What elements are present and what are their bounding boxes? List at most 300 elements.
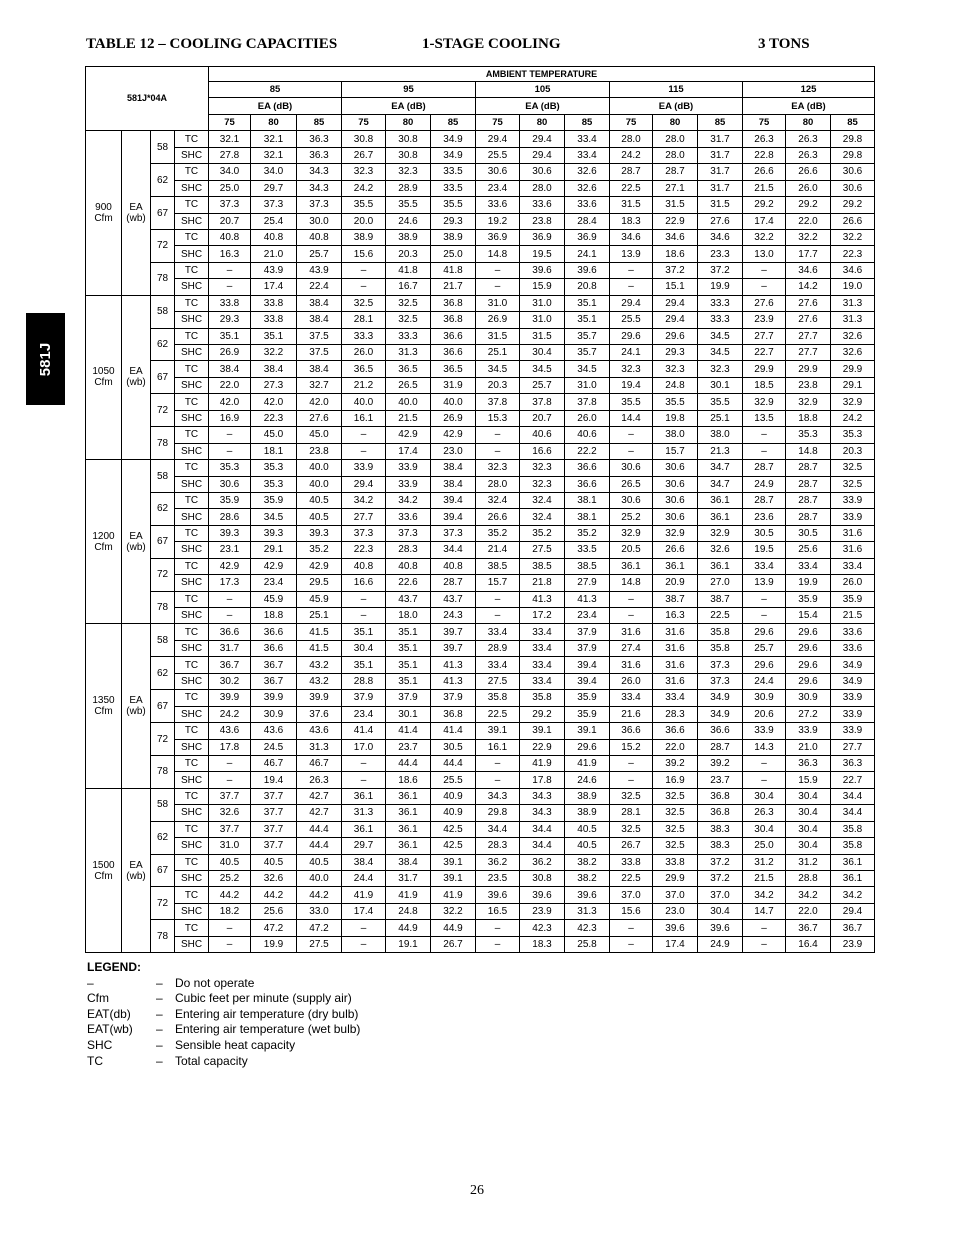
value-cell: 37.8 (565, 394, 610, 410)
table-row (86, 871, 875, 887)
value-cell: 29.1 (831, 377, 875, 393)
table-row (86, 936, 875, 952)
value-cell: 28.7 (786, 509, 831, 525)
value-cell: 30.6 (476, 164, 520, 180)
value-cell: 38.1 (565, 492, 610, 508)
value-cell: 42.9 (431, 427, 476, 443)
ewb-cell: 58 (151, 624, 175, 657)
value-cell: 29.8 (831, 147, 875, 163)
value-cell: 36.9 (520, 229, 565, 245)
table-row (86, 690, 875, 706)
value-cell: 38.1 (565, 509, 610, 525)
tc-label-cell: TC (175, 525, 209, 541)
value-cell: 17.8 (209, 739, 251, 755)
value-cell: 38.4 (297, 295, 342, 311)
value-cell: 23.9 (831, 936, 875, 952)
value-cell: 16.6 (520, 443, 565, 459)
value-cell: – (743, 591, 786, 607)
edb-value: 80 (786, 114, 831, 130)
table-row (86, 246, 875, 262)
value-cell: 18.8 (251, 608, 297, 624)
value-cell: 20.0 (342, 213, 386, 229)
value-cell: 36.7 (786, 920, 831, 936)
value-cell: 26.9 (209, 345, 251, 361)
tc-label-cell: TC (175, 197, 209, 213)
value-cell: 41.9 (342, 887, 386, 903)
legend-dash: – (156, 975, 163, 990)
ea-wb-cell: EA (wb) (122, 460, 151, 624)
value-cell: 31.0 (520, 295, 565, 311)
value-cell: 17.4 (743, 213, 786, 229)
value-cell: 32.9 (786, 394, 831, 410)
value-cell: 19.5 (743, 542, 786, 558)
ambient-label: AMBIENT TEMPERATURE (209, 67, 875, 82)
value-cell: 37.7 (251, 805, 297, 821)
value-cell: 27.7 (786, 345, 831, 361)
side-tab-label: 581J (37, 342, 54, 376)
value-cell: 37.3 (251, 197, 297, 213)
value-cell: 17.4 (653, 936, 698, 952)
value-cell: 27.6 (698, 213, 743, 229)
value-cell: 44.2 (251, 887, 297, 903)
legend-item (87, 1006, 359, 1023)
value-cell: – (610, 591, 653, 607)
value-cell: – (476, 936, 520, 952)
value-cell: 36.6 (610, 723, 653, 739)
value-cell: 22.0 (209, 377, 251, 393)
ewb-cell: 72 (151, 887, 175, 920)
value-cell: 34.9 (698, 690, 743, 706)
value-cell: 34.9 (698, 706, 743, 722)
legend-desc: Do not operate (175, 975, 255, 990)
value-cell: 34.5 (565, 361, 610, 377)
value-cell: 47.2 (251, 920, 297, 936)
value-cell: 32.5 (653, 805, 698, 821)
value-cell: 24.3 (431, 608, 476, 624)
value-cell: 30.0 (297, 213, 342, 229)
value-cell: 31.7 (698, 147, 743, 163)
value-cell: 19.9 (251, 936, 297, 952)
value-cell: 32.3 (386, 164, 431, 180)
value-cell: 25.7 (743, 640, 786, 656)
value-cell: 22.2 (565, 443, 610, 459)
value-cell: 37.9 (431, 690, 476, 706)
ambient-temp-header: 95 (342, 82, 476, 98)
value-cell: 33.9 (743, 723, 786, 739)
value-cell: 28.7 (653, 164, 698, 180)
value-cell: 14.4 (610, 410, 653, 426)
value-cell: 36.1 (386, 838, 431, 854)
table-row (86, 295, 875, 311)
edb-label: EA (dB) (476, 98, 610, 114)
value-cell: 39.3 (297, 525, 342, 541)
value-cell: 29.2 (831, 197, 875, 213)
value-cell: 33.8 (653, 854, 698, 870)
value-cell: 31.5 (610, 197, 653, 213)
value-cell: 27.5 (297, 936, 342, 952)
legend-abbr: EAT(wb) (87, 1022, 133, 1037)
value-cell: 27.6 (786, 312, 831, 328)
value-cell: 35.1 (565, 312, 610, 328)
value-cell: 30.6 (653, 509, 698, 525)
value-cell: 31.3 (565, 903, 610, 919)
value-cell: 36.6 (251, 624, 297, 640)
value-cell: 37.8 (520, 394, 565, 410)
value-cell: 18.0 (386, 608, 431, 624)
value-cell: 34.5 (251, 509, 297, 525)
value-cell: 25.0 (209, 180, 251, 196)
page-title-row (86, 36, 886, 56)
value-cell: 14.8 (786, 443, 831, 459)
value-cell: 37.3 (342, 525, 386, 541)
value-cell: – (610, 755, 653, 771)
table-row (86, 805, 875, 821)
value-cell: 20.9 (653, 575, 698, 591)
value-cell: 40.5 (251, 854, 297, 870)
value-cell: 28.0 (476, 476, 520, 492)
value-cell: 29.6 (786, 673, 831, 689)
table-row (86, 180, 875, 196)
value-cell: 26.9 (431, 410, 476, 426)
shc-label-cell: SHC (175, 575, 209, 591)
shc-label-cell: SHC (175, 345, 209, 361)
value-cell: 39.6 (653, 920, 698, 936)
value-cell: 24.1 (565, 246, 610, 262)
value-cell: 21.0 (251, 246, 297, 262)
table-row (86, 262, 875, 278)
value-cell: 23.4 (342, 706, 386, 722)
value-cell: – (610, 427, 653, 443)
value-cell: 30.4 (786, 788, 831, 804)
value-cell: 28.8 (342, 673, 386, 689)
value-cell: 31.6 (610, 624, 653, 640)
value-cell: 40.8 (297, 229, 342, 245)
value-cell: – (610, 279, 653, 295)
value-cell: 22.4 (297, 279, 342, 295)
value-cell: 32.5 (386, 295, 431, 311)
value-cell: 23.9 (743, 312, 786, 328)
value-cell: 44.4 (297, 821, 342, 837)
value-cell: 37.0 (653, 887, 698, 903)
ewb-cell: 72 (151, 723, 175, 756)
value-cell: 16.7 (386, 279, 431, 295)
value-cell: 41.3 (431, 673, 476, 689)
value-cell: 36.3 (297, 131, 342, 147)
value-cell: 13.5 (743, 410, 786, 426)
value-cell: 36.5 (431, 361, 476, 377)
value-cell: 18.6 (653, 246, 698, 262)
value-cell: 42.3 (565, 920, 610, 936)
value-cell: – (209, 772, 251, 788)
value-cell: – (610, 920, 653, 936)
value-cell: 25.5 (476, 147, 520, 163)
value-cell: 28.7 (610, 164, 653, 180)
value-cell: 34.7 (698, 476, 743, 492)
value-cell: – (743, 772, 786, 788)
value-cell: 39.6 (520, 887, 565, 903)
legend-desc: Total capacity (175, 1053, 248, 1068)
value-cell: 27.4 (610, 640, 653, 656)
value-cell: 33.4 (476, 657, 520, 673)
value-cell: 21.6 (610, 706, 653, 722)
value-cell: 34.6 (786, 262, 831, 278)
value-cell: – (476, 920, 520, 936)
value-cell: 36.3 (297, 147, 342, 163)
value-cell: 18.3 (610, 213, 653, 229)
value-cell: – (610, 936, 653, 952)
table-row (86, 460, 875, 476)
value-cell: 37.3 (386, 525, 431, 541)
value-cell: – (342, 262, 386, 278)
value-cell: 20.8 (565, 279, 610, 295)
value-cell: 30.6 (653, 476, 698, 492)
value-cell: 37.6 (297, 706, 342, 722)
value-cell: 33.6 (831, 624, 875, 640)
value-cell: 30.5 (786, 525, 831, 541)
shc-label-cell: SHC (175, 180, 209, 196)
cooling-capacity-table (85, 66, 875, 953)
value-cell: – (743, 936, 786, 952)
value-cell: 40.5 (565, 838, 610, 854)
value-cell: 30.6 (831, 164, 875, 180)
value-cell: 30.5 (431, 739, 476, 755)
value-cell: 29.4 (831, 903, 875, 919)
value-cell: 41.9 (431, 887, 476, 903)
edb-value: 75 (342, 114, 386, 130)
table-row (86, 410, 875, 426)
value-cell: 33.4 (520, 673, 565, 689)
value-cell: 31.7 (698, 180, 743, 196)
value-cell: 22.8 (743, 147, 786, 163)
value-cell: 29.4 (342, 476, 386, 492)
value-cell: 32.5 (610, 788, 653, 804)
value-cell: 38.5 (476, 558, 520, 574)
value-cell: 34.9 (431, 147, 476, 163)
value-cell: – (209, 443, 251, 459)
value-cell: 15.7 (653, 443, 698, 459)
value-cell: 39.6 (476, 887, 520, 903)
value-cell: 14.8 (476, 246, 520, 262)
value-cell: 34.3 (520, 788, 565, 804)
table-row (86, 558, 875, 574)
value-cell: 46.7 (251, 755, 297, 771)
value-cell: 36.1 (653, 558, 698, 574)
value-cell: 40.5 (297, 492, 342, 508)
value-cell: 35.3 (209, 460, 251, 476)
value-cell: 43.6 (251, 723, 297, 739)
value-cell: 43.2 (297, 657, 342, 673)
value-cell: 25.2 (610, 509, 653, 525)
value-cell: 33.4 (520, 657, 565, 673)
value-cell: 35.1 (565, 295, 610, 311)
value-cell: 35.8 (476, 690, 520, 706)
value-cell: – (476, 591, 520, 607)
table-row (86, 624, 875, 640)
value-cell: 39.1 (476, 723, 520, 739)
value-cell: 33.9 (831, 690, 875, 706)
ewb-cell: 58 (151, 295, 175, 328)
value-cell: 43.9 (251, 262, 297, 278)
value-cell: 40.5 (209, 854, 251, 870)
value-cell: 33.9 (831, 492, 875, 508)
value-cell: 34.4 (520, 821, 565, 837)
shc-label-cell: SHC (175, 377, 209, 393)
value-cell: 35.1 (386, 673, 431, 689)
value-cell: 29.4 (610, 295, 653, 311)
value-cell: 27.6 (297, 410, 342, 426)
value-cell: 44.4 (386, 755, 431, 771)
value-cell: 22.9 (653, 213, 698, 229)
value-cell: 32.3 (610, 361, 653, 377)
value-cell: 39.7 (431, 640, 476, 656)
value-cell: 35.3 (786, 427, 831, 443)
table-row (86, 525, 875, 541)
table-row (86, 788, 875, 804)
value-cell: 19.5 (520, 246, 565, 262)
value-cell: 32.5 (342, 295, 386, 311)
value-cell: 38.4 (342, 854, 386, 870)
legend-dash: – (156, 1053, 163, 1068)
value-cell: 18.2 (209, 903, 251, 919)
value-cell: 15.6 (342, 246, 386, 262)
value-cell: 37.3 (698, 673, 743, 689)
value-cell: 39.1 (431, 871, 476, 887)
ewb-cell: 62 (151, 328, 175, 361)
value-cell: 22.7 (831, 772, 875, 788)
table-row (86, 197, 875, 213)
value-cell: 35.5 (386, 197, 431, 213)
value-cell: 36.6 (565, 460, 610, 476)
value-cell: 22.0 (786, 903, 831, 919)
value-cell: 35.3 (831, 427, 875, 443)
value-cell: 33.8 (251, 295, 297, 311)
value-cell: 26.3 (786, 147, 831, 163)
value-cell: 32.6 (565, 164, 610, 180)
value-cell: 35.5 (653, 394, 698, 410)
value-cell: 30.8 (520, 871, 565, 887)
value-cell: 23.4 (565, 608, 610, 624)
value-cell: 35.3 (251, 476, 297, 492)
value-cell: 35.8 (831, 821, 875, 837)
value-cell: 29.8 (831, 131, 875, 147)
value-cell: 43.7 (386, 591, 431, 607)
value-cell: 30.6 (653, 492, 698, 508)
value-cell: 20.3 (831, 443, 875, 459)
value-cell: – (342, 427, 386, 443)
tc-label-cell: TC (175, 788, 209, 804)
value-cell: 25.5 (431, 772, 476, 788)
value-cell: 27.6 (786, 295, 831, 311)
legend-dash: – (156, 1022, 163, 1037)
value-cell: 26.7 (431, 936, 476, 952)
value-cell: 31.5 (698, 197, 743, 213)
value-cell: 36.6 (431, 345, 476, 361)
value-cell: 33.8 (251, 312, 297, 328)
cfm-cell: 1200 Cfm (86, 460, 122, 624)
value-cell: 32.5 (386, 312, 431, 328)
value-cell: 34.3 (297, 180, 342, 196)
value-cell: 33.4 (520, 640, 565, 656)
ewb-cell: 67 (151, 854, 175, 887)
value-cell: 36.7 (251, 673, 297, 689)
value-cell: 41.3 (520, 591, 565, 607)
value-cell: 36.2 (520, 854, 565, 870)
value-cell: 29.2 (786, 197, 831, 213)
value-cell: 39.9 (297, 690, 342, 706)
value-cell: 39.3 (251, 525, 297, 541)
value-cell: 32.4 (520, 492, 565, 508)
table-row (86, 427, 875, 443)
value-cell: 33.5 (565, 542, 610, 558)
cfm-cell: 900 Cfm (86, 131, 122, 295)
value-cell: 32.6 (565, 180, 610, 196)
value-cell: 18.6 (386, 772, 431, 788)
value-cell: 28.7 (786, 460, 831, 476)
ewb-cell: 78 (151, 755, 175, 788)
value-cell: 34.3 (520, 805, 565, 821)
tc-label-cell: TC (175, 164, 209, 180)
value-cell: – (209, 262, 251, 278)
value-cell: 34.6 (653, 229, 698, 245)
value-cell: 37.3 (209, 197, 251, 213)
tc-label-cell: TC (175, 657, 209, 673)
value-cell: 35.1 (386, 657, 431, 673)
value-cell: 21.3 (698, 443, 743, 459)
value-cell: 38.4 (297, 312, 342, 328)
value-cell: 32.1 (251, 131, 297, 147)
value-cell: 34.4 (831, 805, 875, 821)
value-cell: 27.2 (786, 706, 831, 722)
value-cell: 41.4 (386, 723, 431, 739)
value-cell: 44.2 (297, 887, 342, 903)
value-cell: 37.3 (698, 657, 743, 673)
value-cell: 22.5 (698, 608, 743, 624)
value-cell: 34.3 (297, 164, 342, 180)
value-cell: 39.2 (698, 755, 743, 771)
value-cell: 40.9 (431, 788, 476, 804)
ambient-temp-header: 115 (610, 82, 743, 98)
table-row (86, 164, 875, 180)
value-cell: 38.7 (653, 591, 698, 607)
value-cell: 42.9 (297, 558, 342, 574)
value-cell: 37.7 (251, 821, 297, 837)
value-cell: 29.3 (431, 213, 476, 229)
value-cell: 22.6 (386, 575, 431, 591)
value-cell: 24.5 (251, 739, 297, 755)
value-cell: 40.0 (431, 394, 476, 410)
table-row (86, 279, 875, 295)
value-cell: 44.9 (431, 920, 476, 936)
value-cell: 29.6 (743, 657, 786, 673)
value-cell: 35.2 (476, 525, 520, 541)
value-cell: 28.0 (653, 147, 698, 163)
value-cell: 27.7 (786, 328, 831, 344)
value-cell: 19.9 (786, 575, 831, 591)
value-cell: 32.6 (831, 345, 875, 361)
tc-label-cell: TC (175, 229, 209, 245)
ambient-temp-header: 125 (743, 82, 875, 98)
value-cell: 40.0 (342, 394, 386, 410)
value-cell: 32.9 (743, 394, 786, 410)
value-cell: 33.3 (386, 328, 431, 344)
value-cell: 38.4 (251, 361, 297, 377)
value-cell: 36.6 (251, 640, 297, 656)
value-cell: 38.4 (386, 854, 431, 870)
value-cell: 20.6 (743, 706, 786, 722)
tc-label-cell: TC (175, 690, 209, 706)
value-cell: 35.5 (431, 197, 476, 213)
value-cell: 29.6 (653, 328, 698, 344)
